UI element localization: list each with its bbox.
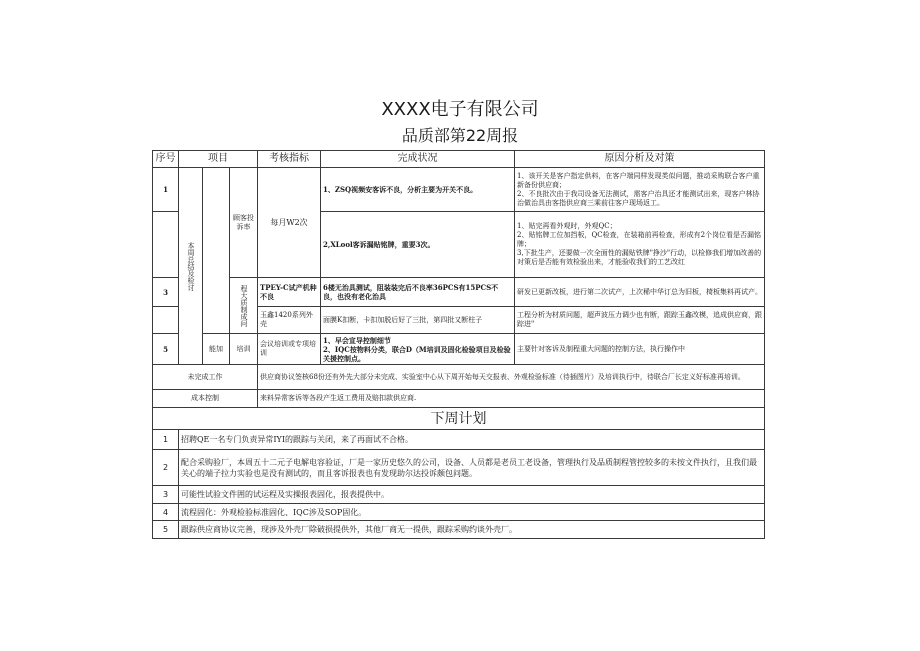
plan-item — [153, 450, 765, 486]
header-analysis: 原因分析及对策 — [515, 151, 765, 168]
blank-cell — [153, 212, 179, 278]
blank-cell — [203, 168, 230, 334]
process-kpi-b: 玉鑫1420系列外壳 — [258, 307, 321, 334]
plan-text: 可能性试验文件囲的试运程及实操报表固化，报表提供中。 — [179, 486, 765, 504]
row-seq: 5 — [153, 334, 179, 365]
process-status-b: 面膜K扣断，卡扣加脱后好了三批，第四批又断柱子 — [321, 307, 515, 334]
training-category: 能加 — [203, 334, 230, 365]
summary-group-cell — [179, 168, 203, 365]
plan-text: 流程固化：外观检验标准固化、IQC涉及SOP固化。 — [179, 504, 765, 521]
table-row — [153, 365, 765, 390]
summary-group-label: 本周总结及检讨 — [187, 241, 195, 291]
plan-item — [153, 521, 765, 539]
header-item: 项目 — [179, 151, 258, 168]
complaint-analysis-b: 1、贴完再看外观时，外观QC； 2、贴铭牌工位加挡板，QC检查，在装箱前再检查，形成有2个岗位看是否漏铭牌； 3,下批生产，还要做一次全面性的漏贴铁牌"挣沙"行动，以检修我们增加改善的对策后是否能有效检验出来，才能验收我们的工艺改红 — [515, 212, 765, 278]
training-subcategory: 培训 — [230, 334, 258, 365]
process-analysis-b: 工程分析为材质问题，超声波压力调少也有断，跟踪玉鑫改模，追成供应商，跟踪进" — [515, 307, 765, 334]
plan-text: 招聘QE一名专门负责异常IYI的跟踪与关闭，来了再面试不合格。 — [179, 430, 765, 450]
header-status: 完成状况 — [321, 151, 515, 168]
plan-number: 3 — [153, 486, 179, 504]
process-status-a: 6楼无治具测试，阻装装完后不良率36PCS有15PCS不良，也没有老化治具 — [321, 278, 515, 307]
cost-text: 来料异常客诉等各段产生返工费用及赔扣款供应商. — [258, 390, 765, 408]
report-title: 品质部第22周报 — [401, 126, 519, 145]
row-seq: 3 — [153, 278, 179, 307]
company-title: XXXX电子有限公司 — [381, 99, 539, 120]
complaint-analysis-a: 1、该开关是客户指定供料，在客户端同样发现类似问题，推动采购联合客户重新备份供应商； 2、不良批次由于我司设备无法测试，需客户治具还才能测试出来，现客户林协治做治具由客指供应商三乘前往客户现场返工。 — [515, 168, 765, 212]
plan-number: 1 — [153, 430, 179, 450]
training-kpi: 会议培训或专项培训 — [258, 334, 321, 365]
plan-text: 跟踪供应商协议完善，现涉及外壳厂除破损提供外，其他厂商无一提供，跟踪采购约谈外壳厂。 — [179, 521, 765, 539]
next-week-title: 下周计划 — [153, 408, 765, 430]
header-row — [153, 151, 765, 168]
training-analysis: 主要针对客诉及制程重大问题的控制方法，执行操作中 — [515, 334, 765, 365]
training-status: 1、早会宣导控制细节 2、IQC按物料分类，联合D（M培训及固化检验项目及检验关援控制点。 — [321, 334, 515, 365]
process-category: 程大质制成问 — [240, 284, 248, 327]
plan-text: 配合采购验厂，本周五十二元子电解电容验证，厂是一家历史悠久的公司，设备、人员都是老员工老设备，管理执行及品质制程管控较多的未按文件执行，且我们最关心的端子拉力实验也是没有测试的，而且客诉报表也有发现助尔达投诉颇包问题。 — [179, 450, 765, 486]
complaint-status-b: 2,XLool客诉漏贴铭牌，重要3次。 — [321, 212, 515, 278]
table-row — [153, 168, 765, 212]
unfinished-label: 未完成工作 — [153, 365, 258, 390]
report-table — [152, 150, 765, 539]
unfinished-text: 供应商协议签核68份还有外先大部分未完成、实验室中心从下周开始每天交报表、外观检验标准（待插图片）及培训执行中，待联合厂长定义好标准再培训。 — [258, 365, 765, 390]
plan-item — [153, 486, 765, 504]
header-seq: 序号 — [153, 151, 179, 168]
plan-number: 5 — [153, 521, 179, 539]
complaint-kpi: 每月W2次 — [258, 168, 321, 278]
table-row — [153, 334, 765, 365]
blank-cell — [153, 307, 179, 334]
complaint-category: 顾客投诉率 — [230, 168, 258, 278]
plan-number: 4 — [153, 504, 179, 521]
next-week-title-row — [153, 408, 765, 430]
process-kpi-a: TPEY-C试产机种不良 — [258, 278, 321, 307]
plan-item — [153, 504, 765, 521]
table-row — [153, 278, 765, 307]
complaint-status-a: 1、ZSQ视频安客诉不良，分析主要为开关不良。 — [321, 168, 515, 212]
plan-number: 2 — [153, 450, 179, 486]
cost-label: 成本控制 — [153, 390, 258, 408]
row-seq: 1 — [153, 168, 179, 212]
header-kpi: 考核指标 — [258, 151, 321, 168]
plan-item — [153, 430, 765, 450]
process-analysis-a: 研发已更新改板，进行第二次试产，上次稀中华订总为旧板，椅板集料再试产。 — [515, 278, 765, 307]
process-category-cell — [230, 278, 258, 334]
table-row — [153, 390, 765, 408]
